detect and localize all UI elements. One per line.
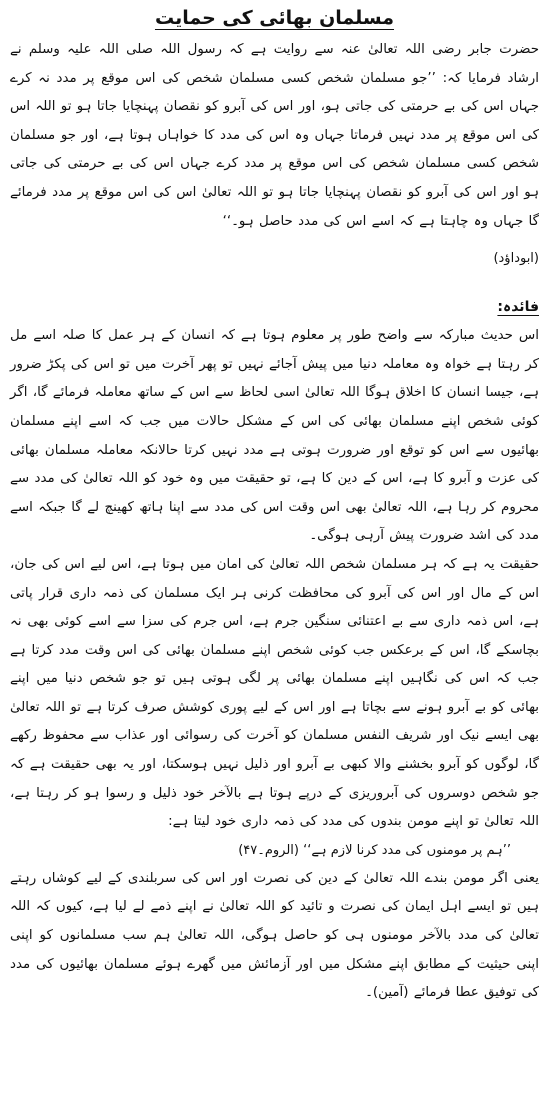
article (10, 0, 539, 1008)
article-title (10, 4, 539, 32)
benefit-heading-text: فائدہ: (497, 299, 539, 316)
hadith-paragraph: حضرت جابر رضی اللہ تعالیٰ عنہ سے روایت ہے کہ رسول اللہ صلی اللہ علیہ وسلم نے ارشاد فرمایا کہ: ’’جو مسلمان شخص کسی مسلمان شخص کی اس موقع پر مدد نہ کرے جہاں اس کی بے حرمتی کی جاتی ہو، اور اس کی آبرو کو نقصان پہنچایا جاتا ہو تو اللہ اس کی اس موقع پر مدد نہیں فرماتا جہاں وہ اس کی مدد کا خواہاں ہوتا ہے، اور جو مسلمان شخص کسی مسلمان شخص کی اس موقع پر مدد کرے جہاں اس کی بے حرمتی کی جاتی ہو اور اس کی آبرو کو نقصان پہنچایا جاتا ہو تو اللہ تعالیٰ اس کی اس موقع پر مدد فرمائے گا جہاں وہ چاہتا ہے کہ اسے اس کی مدد حاصل ہو۔‘‘ (10, 42, 539, 229)
benefit-paragraph-1: اس حدیث مبارکہ سے واضح طور پر معلوم ہوتا ہے کہ انسان کے ہر عمل کا صلہ اسے مل کر رہتا ہے خواہ وہ معاملہ دنیا میں پیش آجائے نہیں تو پھر آخرت میں تو اس کی پکڑ ضرور ہے، جیسا انسان کا اخلاق ہوگا اللہ تعالیٰ اسی لحاظ سے اس کے ساتھ معاملہ فرمائے گا، اگر کوئی شخص اپنے مسلمان بھائی کی اس کے مشکل حالات میں جب کہ اسے اپنے مسلمان بھائیوں سے اس کو توقع اور ضرورت ہوتی ہے مدد نہیں کرتا حالانکہ معاملہ مسلمان بھائی کی عزت و آبرو کا ہے، اس کے دین کا ہے، تو حقیقت میں وہ خود کو اللہ تعالیٰ کی مدد سے محروم کر رہا ہے، اللہ تعالیٰ بھی اس وقت اس کی مدد سے اپنا ہاتھ کھینچ لے گا جبکہ اسے مدد کی اشد ضرورت پیش آرہی ہوگی۔ (10, 328, 539, 544)
article-title-text: مسلمان بھائی کی حمایت (154, 7, 395, 29)
benefit-paragraph-2: حقیقت یہ ہے کہ ہر مسلمان شخص اللہ تعالیٰ کی امان میں ہوتا ہے، اس لیے اس کی جان، اس کے مال اور اس کی آبرو کی محافظت کرنی ہر ایک مسلمان کی ذمہ داری قرار پاتی ہے، اس ذمہ داری سے بے اعتنائی سنگین جرم ہے، اس جرم کی سزا سے اسے کوئی بھی نہ بچاسکے گا، اس کے برعکس جب کوئی شخص اپنے مسلمان بھائی کی اس وقت مدد کرتا ہے جب کہ اس کی نگاہیں اپنے مسلمان بھائی پر لگی ہوتی ہیں تو جو شخص دنیا میں اپنے بھائی کو بے آبرو ہونے سے بچاتا ہے اور اس کے لیے پوری کوشش صرف کرتا ہے تو اللہ تعالیٰ بھی ایسے نیک اور شریف النفس مسلمان کو آخرت کی رسوائی اور عذاب سے محفوظ رکھے گا، لوگوں کو آبرو بخشنے والا کبھی بے آبرو اور ذلیل نہیں ہوسکتا، اور یہ بھی حقیقت ہے کہ جو شخص دوسروں کی آبروریزی کے درپے ہوتا ہے بالآخر خود ذلیل و رسوا ہو کر رہتا ہے، اللہ تعالیٰ تو اپنے مومن بندوں کی مدد کی ذمہ داری خود لیتا ہے: (10, 556, 539, 830)
quran-quote: ’’ہم پر مومنوں کی مدد کرنا لازم ہے‘‘ (الروم۔۴۷) (238, 842, 511, 858)
benefit-heading (10, 294, 539, 320)
benefit-paragraph-3: یعنی اگر مومن بندے اللہ تعالیٰ کے دین کی نصرت اور اس کی سربلندی کے لیے کوشاں رہتے ہیں تو ایسے اہل ایمان کی نصرت و تائید کو اللہ تعالیٰ نے اپنے ذمے لے لیا ہے، کیوں کہ اللہ تعالیٰ کی مدد بالآخر مومنوں ہی کو حاصل ہوگی، اللہ تعالیٰ ہم سب مسلمانوں کو اپنی اپنی حیثیت کے مطابق اپنے مشکل میں اور آزمائش میں گھرے ہوئے مسلمان بھائیوں کی مدد کی توفیق عطا فرمائے (آمین)۔ (10, 870, 539, 1001)
hadith-source: (ابوداؤد) (493, 251, 539, 267)
